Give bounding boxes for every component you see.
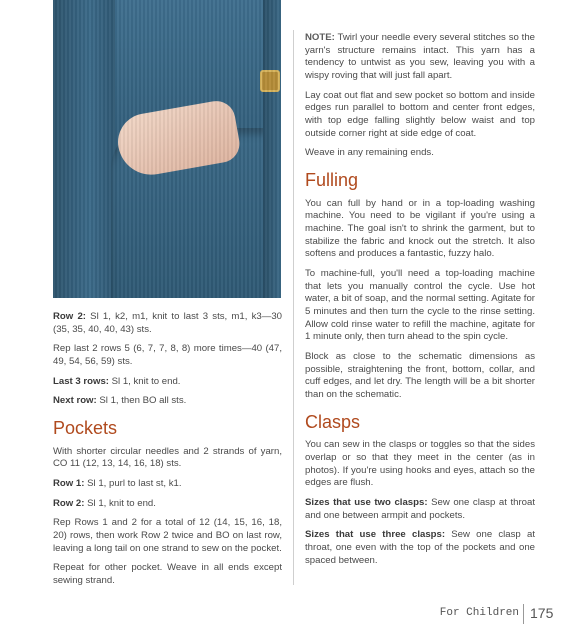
right-column <box>305 32 535 574</box>
fulling-paragraph-3: Block as close to the schematic dimensions as possible, straightening the front, bottom, collar, and cuff edges, and let dry. The length will be a bit shorter than on the schematic. <box>305 350 535 400</box>
clasps-paragraph: You can sew in the clasps or toggles so that the sides overlap or so that they meet in the center (as in photos). If you're using hooks and eyes, attach so the edges are flush. <box>305 439 535 489</box>
column-divider <box>293 30 294 585</box>
page-footer <box>0 604 569 624</box>
two-clasps-paragraph: Sizes that use two clasps: Sew one clasp at throat and one between armpit and pockets. <box>305 496 535 521</box>
row1-instruction: Row 1: Sl 1, purl to last st, k1. <box>53 478 182 490</box>
fulling-paragraph-2: To machine-full, you'll need a top-loading machine that lets you manually control the cycle. Use hot water, a bit of soap, and the normal setting. Agitate for 5 minutes and then turn the cycle to the rinse setting. Allow cold rinse water to refill the machine, agitate for 1 minute only, then turn ahead to the spin cycle. <box>305 267 535 343</box>
row2-instruction: Row 2: Sl 1, k2, m1, knit to last 3 sts, m1, k3—30 (35, 35, 40, 40, 43) sts. <box>53 311 282 335</box>
fulling-heading: Fulling <box>305 169 359 190</box>
last3-instruction: Last 3 rows: Sl 1, knit to end. <box>53 375 181 387</box>
weave-paragraph: Weave in any remaining ends. <box>305 147 434 159</box>
coat-pocket-photo <box>53 0 281 298</box>
section-title: For Children <box>439 607 519 619</box>
footer-divider <box>523 604 524 624</box>
lay-coat-paragraph: Lay coat out flat and sew pocket so bottom and inside edges run parallel to bottom and center front edges, with top edge falling slightly below waist and top outside corner right at side edge of coat. <box>305 89 535 139</box>
rep-last-instruction: Rep last 2 rows 5 (6, 7, 7, 8, 8) more times—40 (47, 49, 54, 56, 59) sts. <box>53 343 282 367</box>
note-paragraph: NOTE: Twirl your needle every several stitches so the yarn's structure remains intact. This yarn has a tendency to untwist as you sew, leaving you with a wispy roving that will just fall apart. <box>305 32 535 81</box>
pockets-heading: Pockets <box>53 417 118 438</box>
next-row-instruction: Next row: Sl 1, then BO all sts. <box>53 395 187 407</box>
pockets-intro: With shorter circular needles and 2 strands of yarn, CO 11 (12, 13, 14, 16, 18) sts. <box>53 445 282 470</box>
row2b-instruction: Row 2: Sl 1, knit to end. <box>53 497 156 509</box>
left-column <box>53 311 282 595</box>
three-clasps-paragraph: Sizes that use three clasps: Sew one clasp at throat, one even with the top of the pockets and one spaced between. <box>305 529 535 566</box>
repeat-other-instruction: Repeat for other pocket. Weave in all ends except sewing strand. <box>53 562 282 586</box>
rep-rows-instruction: Rep Rows 1 and 2 for a total of 12 (14, 15, 16, 18, 20) rows, then work Row 2 twice and BO on last row, leaving a long tail on one strand to sew on the pocket. <box>53 517 282 554</box>
fulling-paragraph-1: You can full by hand or in a top-loading washing machine. You need to be vigilant if you're using a machine. The goal isn't to shrink the garment, but to stabilize the fabric and knock out the stretch. It also softens and produces a fantastic, fuzzy halo. <box>305 197 535 260</box>
page-number: 175 <box>530 605 554 621</box>
clasps-heading: Clasps <box>305 411 361 432</box>
